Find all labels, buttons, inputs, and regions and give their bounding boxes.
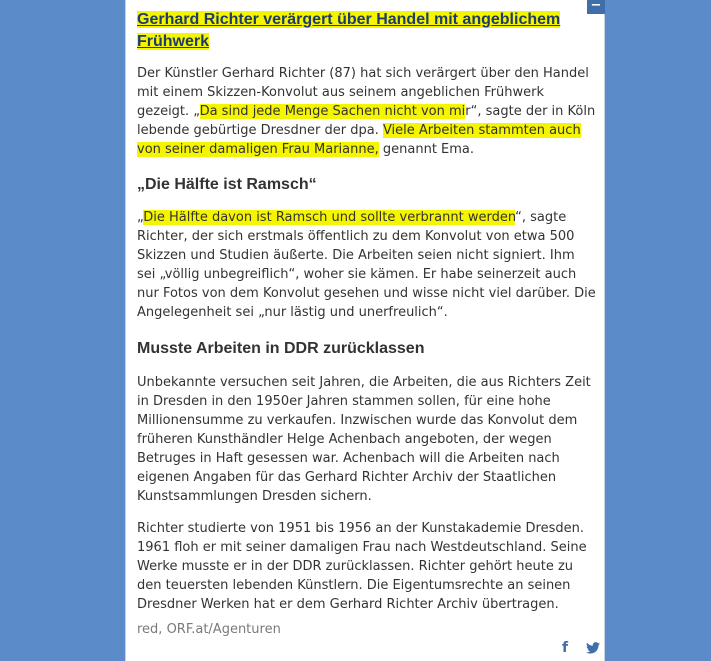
ramsch-paragraph [137, 208, 597, 322]
ramsch-open-quote: „ [137, 210, 144, 225]
intro-text-1: Der Künstler Gerhard Richter (87) hat sich verärgert über den Handel mit einem Skizzen-Konvolut aus seinem angeblichen Frühwerk gezeigt. „ [137, 66, 589, 119]
ddr-paragraph-2: Richter studierte von 1951 bis 1956 an der Kunstakademie Dresden. 1961 floh er mit seiner damaligen Frau nach Westdeutschland. Seine Werke musste er in der DDR zurücklassen. Richter gehört heute zu den teuersten lebenden Künstlern. Die Eigentumsrechte an seinen Dresdner Werken hat er dem Gerhard Richter Archiv übertragen. [137, 521, 587, 612]
article-title[interactable] [137, 9, 577, 53]
intro-highlight-1: Da sind jede Menge Sachen nicht von mi [199, 104, 466, 119]
ramsch-text: “, sagte Richter, der sich erstmals öffentlich zu dem Konvolut von etwa 500 Skizzen und Studien äußerte. Die Arbeiten seien nicht signiert. Ihm sei „völlig unbegreiflich“, woher sie kämen. Er habe seinerzeit auch nur Fotos von dem Konvolut gesehen und wisse nicht viel darüber. Die Angelegenheit sei „nur lästig und unerfreulich“. [137, 210, 596, 320]
section-heading-ramsch: „Die Hälfte ist Ramsch“ [137, 176, 317, 193]
ddr-paragraph-1: Unbekannte versuchen seit Jahren, die Arbeiten, die aus Richters Zeit in Dresden in den 1950er Jahren stammen sollen, für eine hohe Millionensumme zu verkaufen. Inzwischen wurde das Konvolut dem früheren Kunsthändler Helge Achenbach angeboten, der wegen Betruges in Haft gesessen war. Achenbach will die Arbeiten nach eigenen Angaben für das Gerhard Richter Archiv der Staatlichen Kunstsammlungen Dresden sichern. [137, 375, 591, 504]
article-title-text: Gerhard Richter verärgert über Handel mit angeblichem Frühwerk [137, 11, 561, 50]
facebook-share-button[interactable] [554, 638, 576, 658]
collapse-button[interactable]: − [587, 0, 605, 14]
twitter-share-button[interactable] [582, 638, 604, 658]
facebook-icon: f [561, 640, 569, 656]
intro-highlight-2: Viele Arbeiten stammten auch von seiner damaligen Frau Marianne, [137, 123, 581, 157]
article-source: red, ORF.at/Agenturen [137, 622, 281, 637]
intro-text-2: r“, sagte der in Köln lebende gebürtige Dresdner der dpa. [137, 104, 596, 138]
twitter-icon [586, 642, 600, 654]
section-heading-ddr: Musste Arbeiten in DDR zurücklassen [137, 340, 425, 357]
intro-text-3: genannt Ema. [378, 142, 475, 157]
ramsch-highlight: Die Hälfte davon ist Ramsch und sollte verbrannt werden [143, 210, 516, 225]
intro-paragraph [137, 64, 597, 159]
